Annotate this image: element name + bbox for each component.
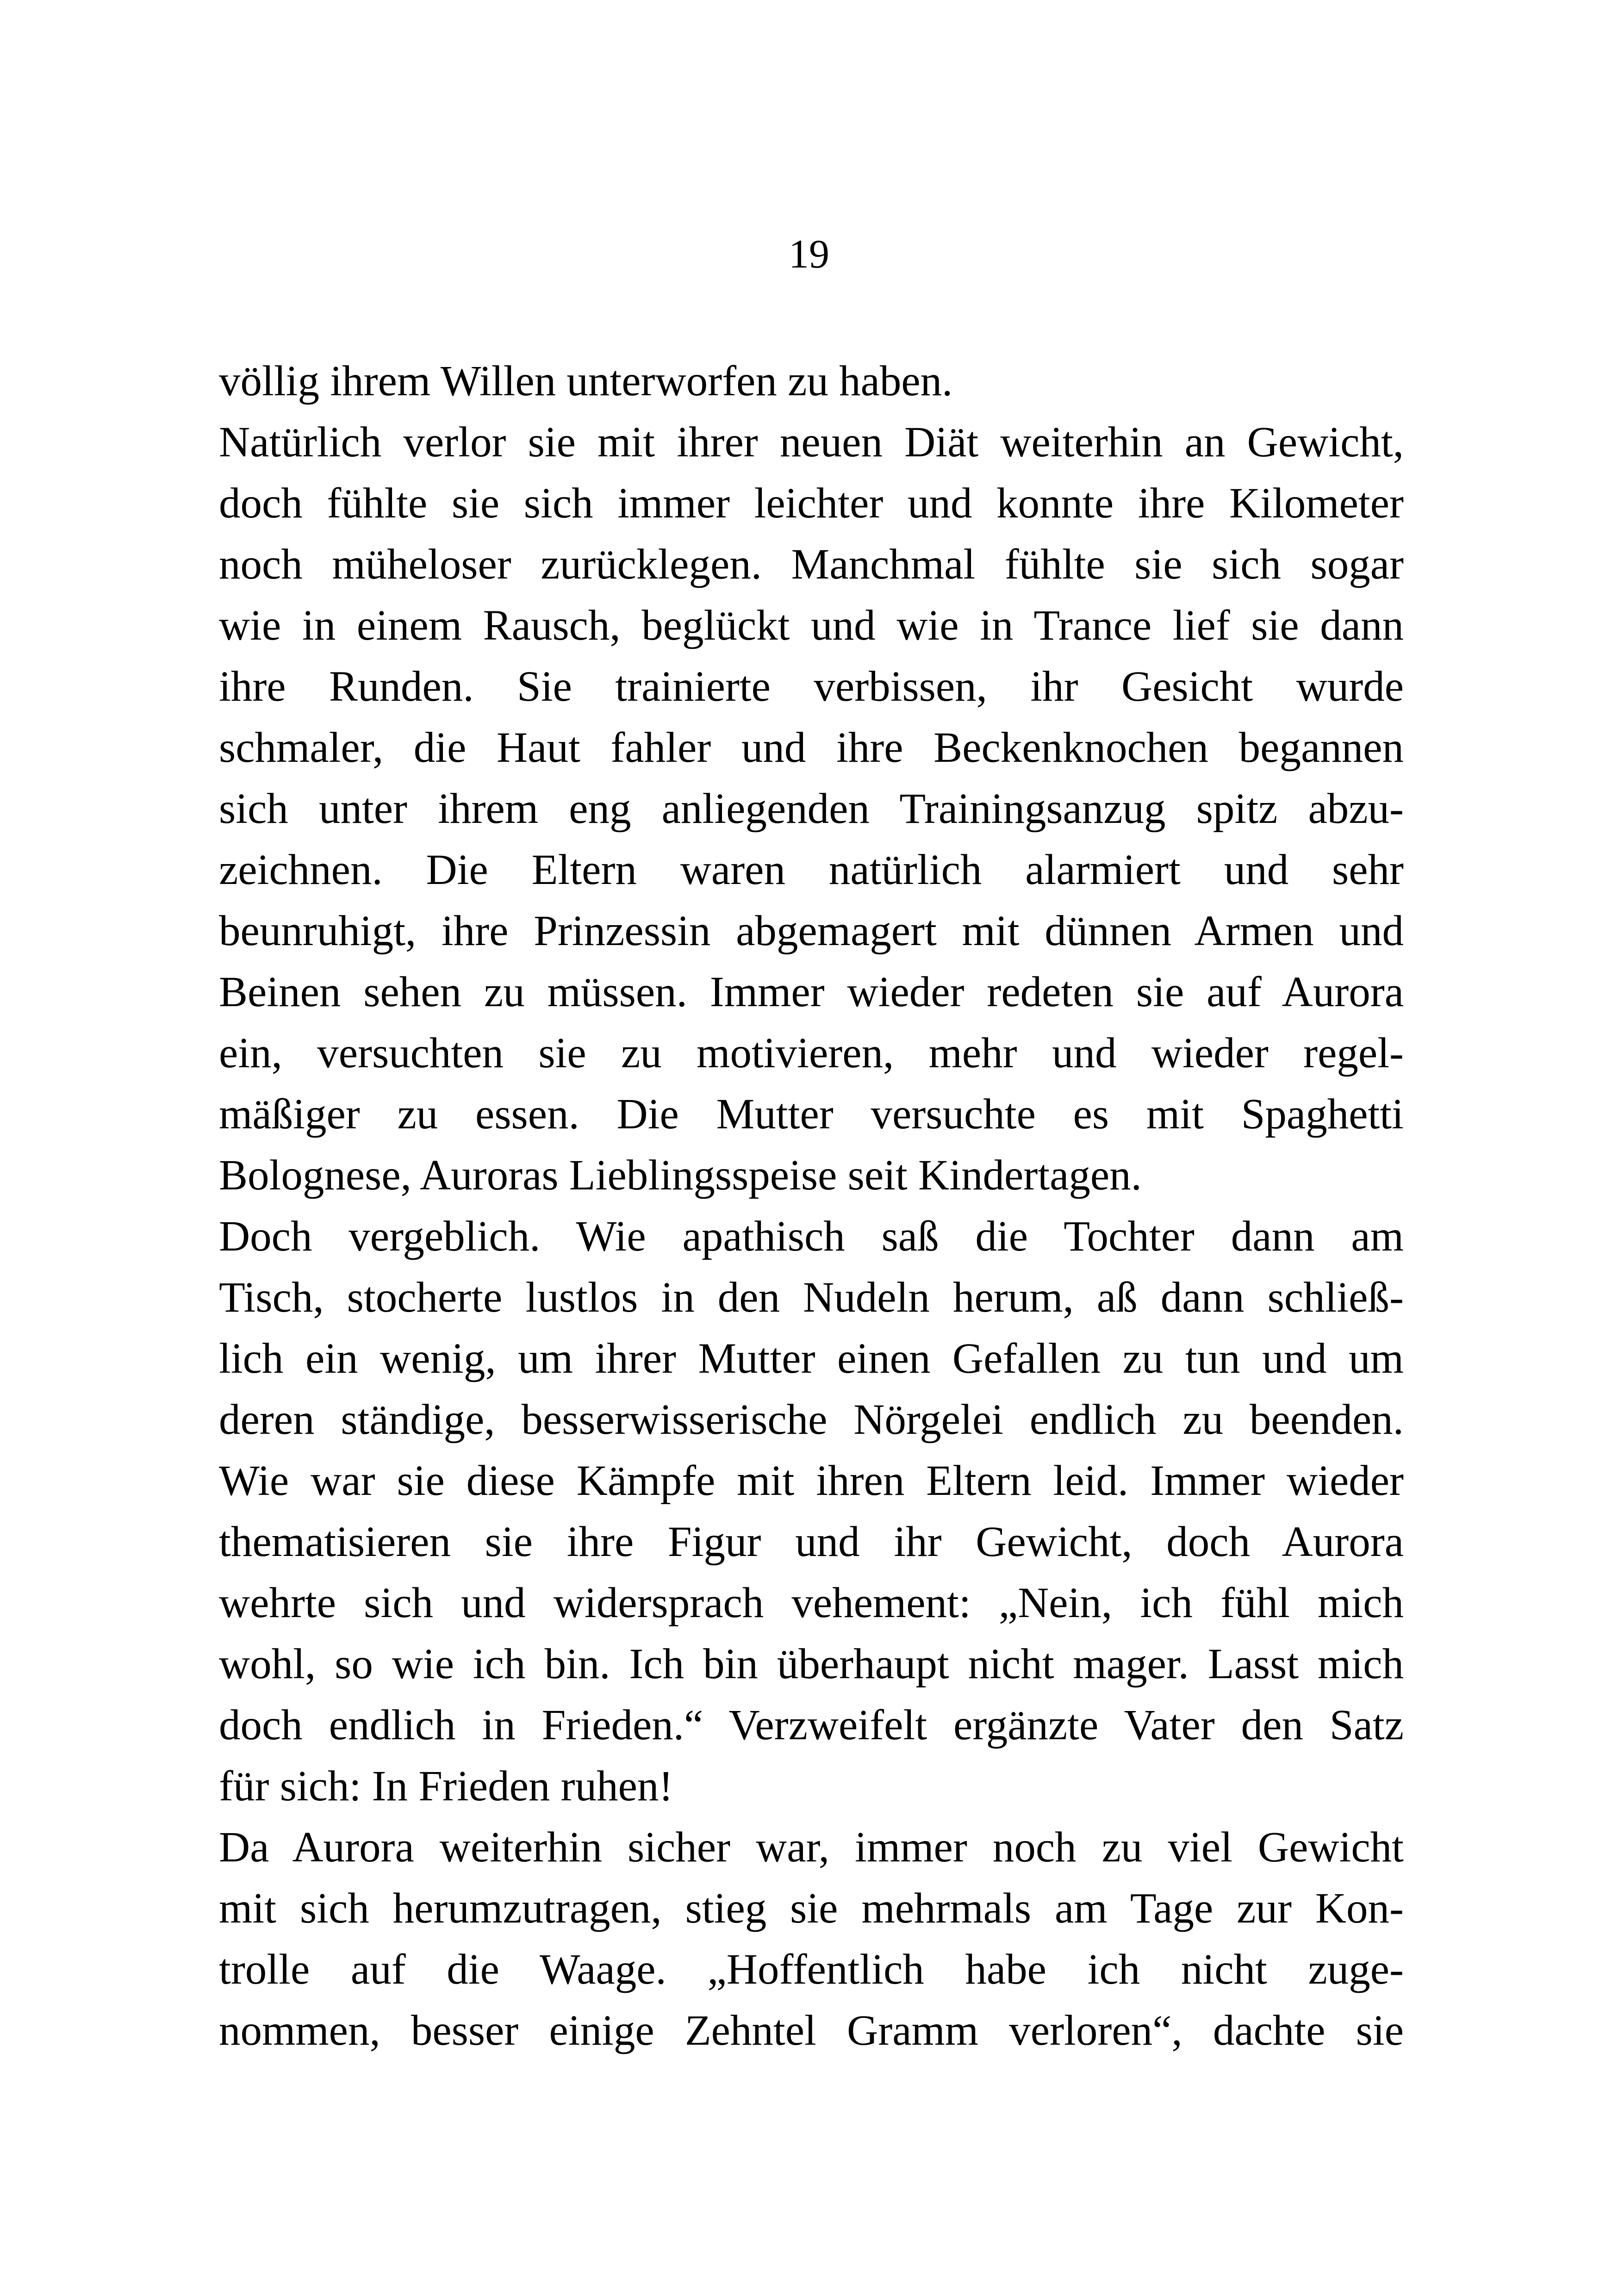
text-line: noch müheloser zurücklegen. Manchmal fühlte sie sich sogar bbox=[219, 541, 1404, 588]
text-line: wie in einem Rausch, beglückt und wie in Trance lief sie dann bbox=[219, 602, 1404, 649]
text-line: sich unter ihrem eng anliegenden Trainingsanzug spitz abzu- bbox=[219, 785, 1404, 833]
text-line: mit sich herumzutragen, stieg sie mehrmals am Tage zur Kon- bbox=[219, 1885, 1404, 1932]
page-number: 19 bbox=[789, 232, 829, 277]
text-line: Bolognese, Auroras Lieblingsspeise seit Kindertagen. bbox=[219, 1151, 1142, 1199]
text-line: deren ständige, besserwisserische Nörgelei endlich zu beenden. bbox=[219, 1396, 1404, 1444]
text-line: wehrte sich und widersprach vehement: „Nein, ich fühl mich bbox=[219, 1579, 1404, 1627]
text-line: für sich: In Frieden ruhen! bbox=[219, 1762, 673, 1810]
text-line: völlig ihrem Willen unterworfen zu haben. bbox=[219, 357, 953, 405]
text-line: Doch vergeblich. Wie apathisch saß die Tochter dann am bbox=[219, 1213, 1404, 1260]
text-line: ein, versuchten sie zu motivieren, mehr und wieder regel- bbox=[219, 1029, 1404, 1077]
text-line: ihre Runden. Sie trainierte verbissen, ihr Gesicht wurde bbox=[219, 663, 1404, 710]
body-text bbox=[219, 351, 1404, 2061]
text-line: beunruhigt, ihre Prinzessin abgemagert mit dünnen Armen und bbox=[219, 907, 1404, 955]
text-line: lich ein wenig, um ihrer Mutter einen Gefallen zu tun und um bbox=[219, 1335, 1404, 1382]
text-line: doch endlich in Frieden.“ Verzweifelt ergänzte Vater den Satz bbox=[219, 1701, 1404, 1749]
text-line: Natürlich verlor sie mit ihrer neuen Diät weiterhin an Gewicht, bbox=[219, 418, 1404, 466]
text-line: schmaler, die Haut fahler und ihre Beckenknochen begannen bbox=[219, 724, 1404, 772]
text-line: doch fühlte sie sich immer leichter und konnte ihre Kilometer bbox=[219, 479, 1404, 527]
text-line: Tisch, stocherte lustlos in den Nudeln herum, aß dann schließ- bbox=[219, 1274, 1404, 1321]
text-line: Beinen sehen zu müssen. Immer wieder redeten sie auf Aurora bbox=[219, 968, 1404, 1016]
text-line: Wie war sie diese Kämpfe mit ihren Eltern leid. Immer wieder bbox=[219, 1457, 1404, 1505]
text-line: Da Aurora weiterhin sicher war, immer noch zu viel Gewicht bbox=[219, 1823, 1404, 1871]
text-line: thematisieren sie ihre Figur und ihr Gewicht, doch Aurora bbox=[219, 1518, 1404, 1566]
text-line: nommen, besser einige Zehntel Gramm verloren“, dachte sie bbox=[219, 2007, 1404, 2054]
text-line: zeichnen. Die Eltern waren natürlich alarmiert und sehr bbox=[219, 846, 1404, 894]
text-line: wohl, so wie ich bin. Ich bin überhaupt nicht mager. Lasst mich bbox=[219, 1640, 1404, 1688]
text-line: mäßiger zu essen. Die Mutter versuchte es mit Spaghetti bbox=[219, 1090, 1404, 1138]
text-line: trolle auf die Waage. „Hoffentlich habe ich nicht zuge- bbox=[219, 1946, 1404, 1993]
